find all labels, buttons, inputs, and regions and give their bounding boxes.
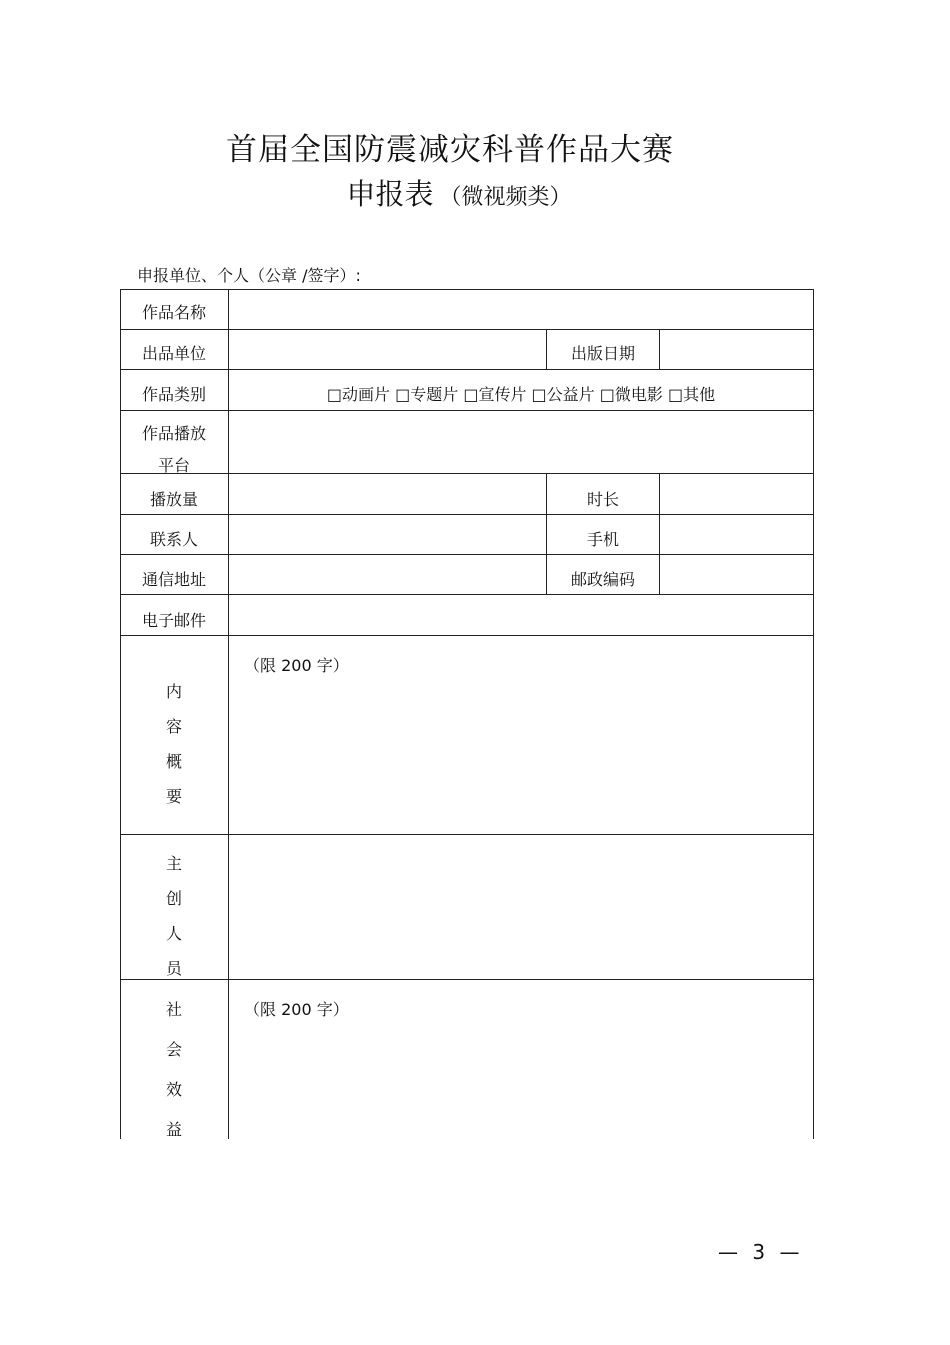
- platform-label: [120, 418, 228, 482]
- contact-field[interactable]: [229, 515, 546, 553]
- views-field[interactable]: [229, 475, 546, 513]
- subtitle-category: （微视频类）: [439, 185, 572, 210]
- subtitle-main: 申报表: [346, 177, 434, 211]
- address-field[interactable]: [229, 555, 546, 593]
- postcode-field[interactable]: [660, 555, 813, 593]
- postcode-label: 邮政编码: [570, 570, 635, 589]
- publish-date-label: 出版日期: [570, 344, 635, 363]
- category-option-other[interactable]: □其他: [667, 385, 716, 404]
- summary-label: [120, 635, 228, 834]
- summary-label-char: 要: [165, 787, 182, 806]
- category-option-documentary[interactable]: □专题片: [395, 385, 459, 404]
- row-divider: [120, 369, 814, 370]
- category-options: [229, 385, 813, 405]
- social-benefit-label-char: 社: [165, 1000, 182, 1019]
- application-form: [120, 289, 814, 1139]
- platform-label-line2: 平台: [157, 456, 190, 475]
- category-option-public-service[interactable]: □公益片: [531, 385, 595, 404]
- producer-field[interactable]: [229, 330, 546, 368]
- page-number: — 3 —: [718, 1240, 804, 1264]
- platform-label-line1: 作品播放: [141, 424, 206, 443]
- document-title: 首届全国防震减灾科普作品大赛: [226, 132, 674, 168]
- social-benefit-word-limit-note: （限 200 字）: [244, 1000, 349, 1019]
- summary-word-limit-note: （限 200 字）: [244, 656, 349, 675]
- summary-label-char: 容: [165, 717, 182, 736]
- email-label: 电子邮件: [141, 611, 206, 630]
- address-label: 通信地址: [141, 570, 206, 589]
- summary-label-char: 概: [165, 752, 182, 771]
- social-benefit-label-char: 益: [165, 1120, 182, 1139]
- form-border-right: [813, 289, 814, 1139]
- applicant-signature-label: 申报单位、个人（公章 /签字）:: [137, 266, 361, 285]
- creators-label-char: 员: [165, 959, 182, 978]
- social-benefit-label: [120, 979, 228, 1139]
- category-option-micro-film[interactable]: □微电影: [599, 385, 663, 404]
- duration-label: 时长: [586, 490, 619, 509]
- duration-field[interactable]: [660, 475, 813, 513]
- category-option-animation[interactable]: □动画片: [326, 385, 391, 404]
- summary-field[interactable]: [229, 637, 813, 833]
- social-benefit-label-char: 效: [165, 1080, 182, 1099]
- contact-label: 联系人: [149, 530, 198, 549]
- category-label: 作品类别: [141, 385, 206, 404]
- social-benefit-field[interactable]: [229, 981, 813, 1139]
- document-subtitle: [0, 172, 918, 213]
- creators-label-char: 主: [165, 854, 182, 873]
- creators-label: [120, 834, 228, 979]
- work-name-label: 作品名称: [141, 303, 206, 322]
- platform-field[interactable]: [229, 411, 813, 472]
- row-divider: [120, 594, 814, 595]
- publish-date-field[interactable]: [660, 330, 813, 368]
- producer-label: 出品单位: [141, 344, 206, 363]
- creators-label-char: 创: [165, 889, 182, 908]
- email-field[interactable]: [229, 596, 813, 634]
- social-benefit-label-char: 会: [165, 1040, 182, 1059]
- views-label: 播放量: [149, 490, 198, 509]
- category-option-promo[interactable]: □宣传片: [463, 385, 527, 404]
- mobile-label: 手机: [586, 530, 619, 549]
- mobile-field[interactable]: [660, 515, 813, 553]
- creators-label-char: 人: [165, 924, 182, 943]
- summary-label-char: 内: [165, 682, 182, 701]
- work-name-field[interactable]: [229, 290, 813, 328]
- creators-field[interactable]: [229, 836, 813, 978]
